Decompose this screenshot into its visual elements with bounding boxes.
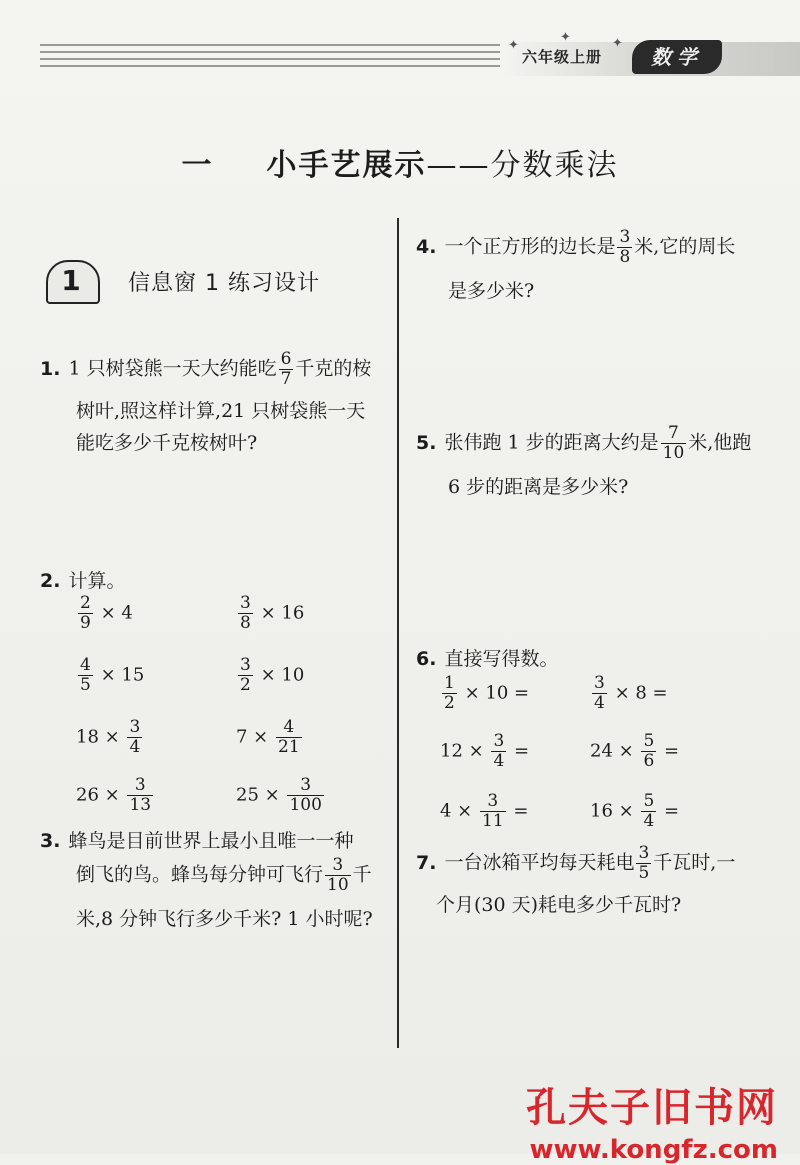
watermark-url: www.kongfz.com bbox=[529, 1135, 778, 1165]
fraction: $\frac{5}{4}$ bbox=[643, 791, 655, 831]
star-icon: ✦ bbox=[508, 38, 519, 53]
question-1-line-1: 1. 1 只树袋熊一天大约能吃 $\frac{6}{7}$ 千克的桉 bbox=[40, 349, 372, 389]
fraction: $\frac{2}{9}$ bbox=[80, 593, 91, 633]
question-3-line-2: 倒飞的鸟。蜂鸟每分钟可飞行 $\frac{3}{10}$ 千 bbox=[76, 855, 372, 895]
section-title: 信息窗 1 练习设计 bbox=[128, 271, 320, 296]
chapter-title bbox=[0, 140, 800, 184]
fraction: $\frac{3}{5}$ bbox=[638, 843, 650, 883]
section-badge bbox=[42, 254, 100, 304]
question-1-line-2: 树叶,照这样计算,21 只树袋熊一天 bbox=[76, 400, 366, 422]
section-badge-number: 1 bbox=[61, 264, 81, 297]
star-icon: ✦ bbox=[612, 36, 623, 51]
expression: 4 × $\frac{3}{11}$ = bbox=[440, 791, 529, 831]
chapter-topic: 分数乘法 bbox=[490, 148, 619, 183]
question-3-line-1: 3. 蜂鸟是目前世界上最小且唯一一种 bbox=[40, 830, 354, 852]
fraction: $\frac{1}{2}$ bbox=[444, 673, 455, 713]
expression: $\frac{1}{2}$ × 10 = bbox=[444, 673, 530, 713]
fraction: $\frac{3}{4}$ bbox=[594, 673, 605, 713]
expression: 25 × $\frac{3}{100}$ bbox=[236, 775, 322, 815]
expression: $\frac{3}{8}$ × 16 bbox=[240, 593, 305, 633]
watermark bbox=[526, 1076, 778, 1165]
expression: $\frac{4}{5}$ × 15 bbox=[80, 655, 145, 695]
header-rule-lines bbox=[40, 44, 510, 74]
fraction: $\frac{3}{2}$ bbox=[240, 655, 251, 695]
question-3-line-3: 米,8 分钟飞行多少千米? 1 小时呢? bbox=[76, 908, 373, 930]
question-7-line-1: 7. 一台冰箱平均每天耗电 $\frac{3}{5}$ 千瓦时,一 bbox=[416, 843, 736, 883]
expression: 12 × $\frac{3}{4}$ = bbox=[440, 731, 530, 771]
fraction: $\frac{3}{11}$ bbox=[482, 791, 504, 831]
fraction: $\frac{3}{13}$ bbox=[129, 775, 152, 815]
question-5-line-2: 6 步的距离是多少米? bbox=[448, 476, 629, 498]
column-divider bbox=[397, 218, 399, 1048]
expression: 16 × $\frac{5}{4}$ = bbox=[590, 791, 680, 831]
question-6-label: 6. 直接写得数。 bbox=[416, 648, 559, 670]
fraction: $\frac{6}{7}$ bbox=[280, 349, 292, 389]
question-4-line-2: 是多少米? bbox=[448, 280, 535, 302]
expression: 26 × $\frac{3}{13}$ bbox=[76, 775, 152, 815]
star-icon: ✦ bbox=[560, 30, 571, 45]
chapter-number: 一 bbox=[181, 148, 214, 183]
fraction: $\frac{4}{5}$ bbox=[80, 655, 91, 695]
fraction: $\frac{3}{8}$ bbox=[619, 227, 631, 267]
fraction: $\frac{7}{10}$ bbox=[662, 423, 685, 463]
question-7-line-2: 个月(30 天)耗电多少千瓦时? bbox=[436, 894, 682, 916]
title-dash: —— bbox=[426, 148, 491, 183]
fraction: $\frac{3}{4}$ bbox=[129, 717, 141, 757]
fraction: $\frac{4}{21}$ bbox=[278, 717, 300, 757]
expression: 7 × $\frac{4}{21}$ bbox=[236, 717, 300, 757]
expression: 18 × $\frac{3}{4}$ bbox=[76, 717, 141, 757]
watermark-text: 孔夫子旧书网 bbox=[526, 1085, 778, 1131]
chapter-name: 小手艺展示 bbox=[266, 148, 427, 183]
question-5-line-1: 5. 张伟跑 1 步的距离大约是 $\frac{7}{10}$ 米,他跑 bbox=[416, 423, 752, 463]
expression: $\frac{3}{4}$ × 8 = bbox=[594, 673, 668, 713]
question-2-label: 2. 计算。 bbox=[40, 570, 126, 592]
header-grade: 六年级上册 bbox=[522, 48, 603, 66]
expression: $\frac{3}{2}$ × 10 bbox=[240, 655, 305, 695]
fraction: $\frac{3}{100}$ bbox=[289, 775, 322, 815]
question-4-line-1: 4. 一个正方形的边长是 $\frac{3}{8}$ 米,它的周长 bbox=[416, 227, 736, 267]
expression: 24 × $\frac{5}{6}$ = bbox=[590, 731, 680, 771]
fraction: $\frac{3}{10}$ bbox=[327, 855, 349, 895]
fraction: $\frac{5}{6}$ bbox=[643, 731, 655, 771]
fraction: $\frac{3}{8}$ bbox=[240, 593, 251, 633]
fraction: $\frac{3}{4}$ bbox=[493, 731, 505, 771]
question-1-line-3: 能吃多少千克桉树叶? bbox=[76, 432, 258, 454]
expression: $\frac{2}{9}$ × 4 bbox=[80, 593, 133, 633]
header-subject: 数学 bbox=[632, 40, 722, 74]
